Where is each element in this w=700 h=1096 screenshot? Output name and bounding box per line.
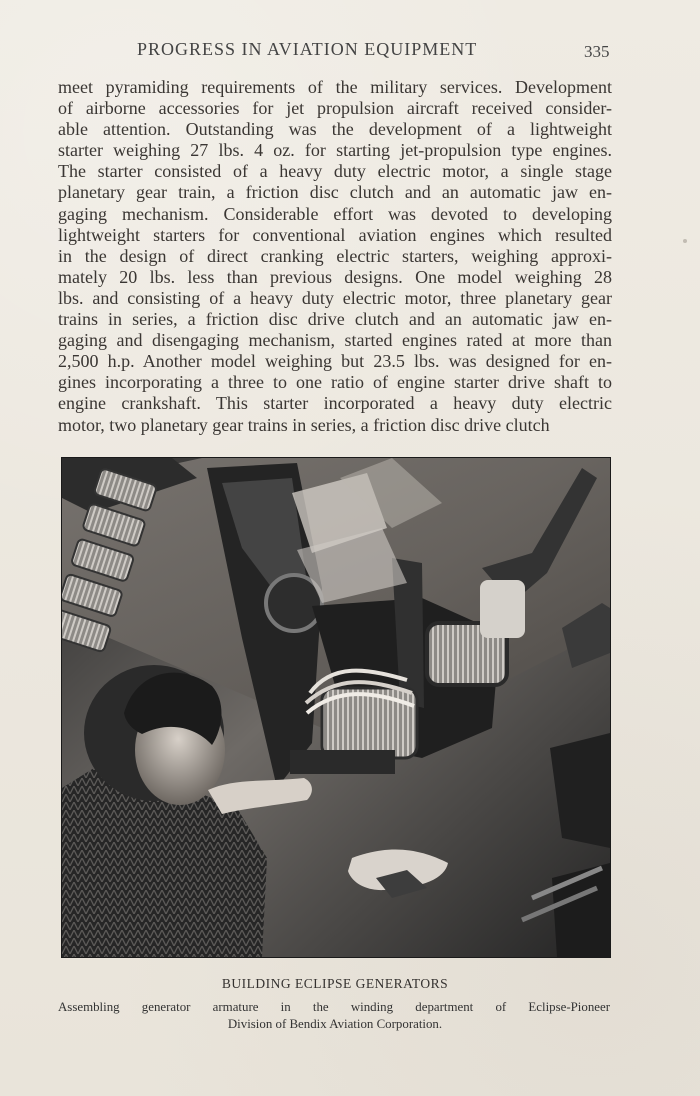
figure-caption-line: Assembling generator armature in the winding department of Eclipse-Pioneer bbox=[58, 1000, 610, 1014]
body-line: meet pyramiding requirements of the military services. Development bbox=[58, 77, 612, 97]
body-paragraph bbox=[58, 77, 612, 436]
body-line: trains in series, a friction disc drive clutch and an automatic jaw en- bbox=[58, 309, 612, 330]
generator-assembly-photo bbox=[62, 458, 610, 957]
body-line: gaging and disengaging mechanism, started engines rated at more than bbox=[58, 330, 612, 351]
body-line: lightweight starters for conventional aviation engines which resulted bbox=[58, 224, 612, 245]
body-line: 2,500 h.p. Another model weighing but 23.5 lbs. was designed for en- bbox=[58, 351, 612, 372]
photo-figure bbox=[61, 457, 611, 958]
running-head-title: PROGRESS IN AVIATION EQUIPMENT bbox=[137, 39, 478, 59]
body-line: in the design of direct cranking electric starters, weighing approxi- bbox=[58, 245, 612, 266]
body-line: engine crankshaft. This starter incorporated a heavy duty electric bbox=[58, 393, 612, 414]
body-line: able attention. Outstanding was the development of a lightweight bbox=[58, 119, 612, 140]
paper-speck bbox=[683, 239, 687, 243]
body-line: lbs. and consisting of a heavy duty electric motor, three planetary gear bbox=[58, 287, 612, 308]
figure-caption-line: Division of Bendix Aviation Corporation. bbox=[227, 1017, 443, 1031]
body-line: of airborne accessories for jet propulsion aircraft received consider- bbox=[58, 98, 612, 119]
body-line: planetary gear train, a friction disc clutch and an automatic jaw en- bbox=[58, 182, 612, 203]
page-number: 335 bbox=[584, 42, 610, 61]
body-line: motor, two planetary gear trains in series, a friction disc drive clutch bbox=[58, 414, 550, 435]
body-line: gaging mechanism. Considerable effort was devoted to developing bbox=[58, 203, 612, 224]
body-line: mately 20 lbs. less than previous designs. One model weighing 28 bbox=[58, 266, 612, 287]
body-line: starter weighing 27 lbs. 4 oz. for starting jet-propulsion type engines. bbox=[58, 140, 612, 161]
body-line: The starter consisted of a heavy duty electric motor, a single stage bbox=[58, 161, 612, 182]
figure-caption-title: BUILDING ECLIPSE GENERATORS bbox=[221, 976, 449, 991]
body-line: gines incorporating a three to one ratio of engine starter drive shaft to bbox=[58, 372, 612, 393]
